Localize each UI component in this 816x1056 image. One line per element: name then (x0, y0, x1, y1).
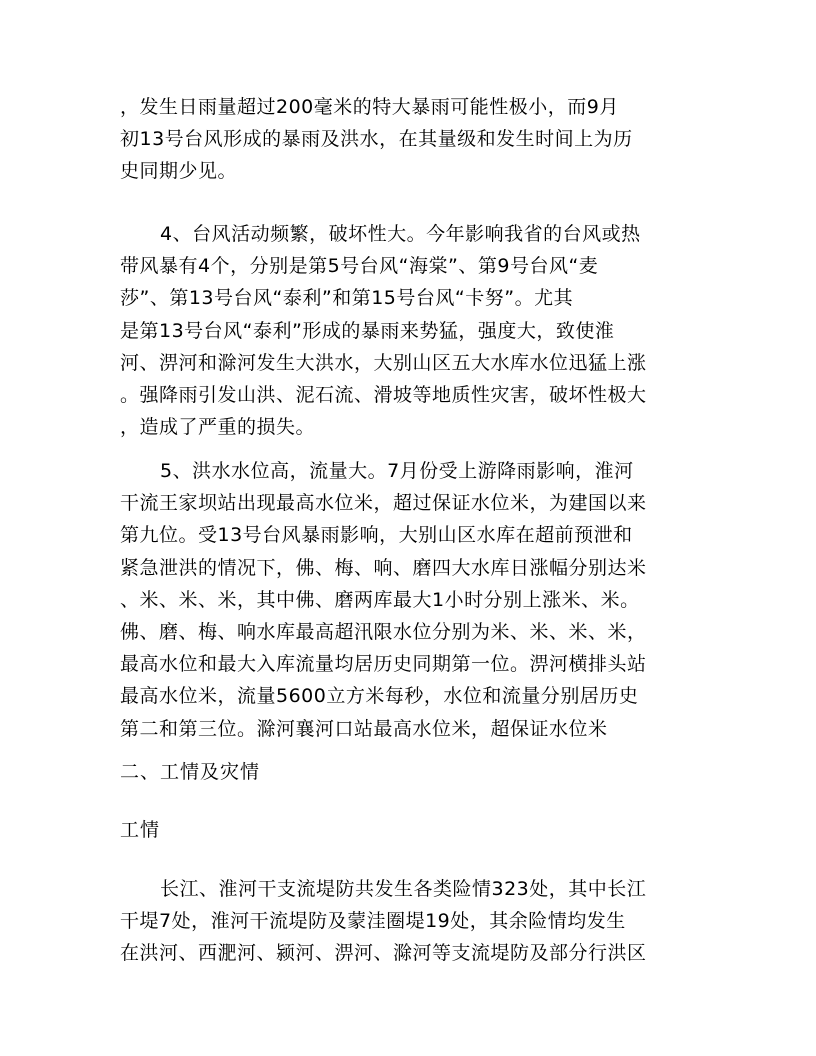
subsection-heading (120, 814, 700, 846)
text-line: 史同期少见。 (120, 160, 238, 183)
text-line: 干堤7处，淮河干流堤防及蒙洼圈堤19处，其余险情均发生 (120, 910, 626, 933)
text-line: 带风暴有4个，分别是第5号台风“海棠”、第9号台风“麦 (120, 255, 599, 278)
paragraph-typhoon-activity (120, 218, 700, 443)
heading-text: 二、工情及灾情 (120, 761, 261, 783)
heading-text: 工情 (120, 819, 161, 841)
paragraph-rainfall-summary (120, 91, 700, 188)
text-line: 4、台风活动频繁，破坏性大。今年影响我省的台风或热 (160, 223, 641, 245)
text-line: ，造成了严重的损失。 (120, 416, 316, 439)
text-line: 长江、淮河干支流堤防共发生各类险情323处，其中长江 (160, 878, 647, 900)
text-line: 佛、磨、梅、响水库最高超汛限水位分别为米、米、米、米， (120, 620, 647, 643)
text-line: 紧急泄洪的情况下，佛、梅、响、磨四大水库日涨幅分别达米 (120, 556, 647, 579)
text-line: 是第13号台风“泰利”形成的暴雨来势猛，强度大，致使淮 (120, 319, 615, 342)
text-line: 莎”、第13号台风“泰利”和第15号台风“卡努”。尤其 (120, 287, 574, 310)
text-line: 河、淠河和滁河发生大洪水，大别山区五大水库水位迅猛上涨 (120, 351, 647, 374)
text-line: 第二和第三位。滁河襄河口站最高水位米，超保证水位米 (120, 717, 608, 740)
text-line: 初13号台风形成的暴雨及洪水，在其量级和发生时间上为历 (120, 128, 633, 151)
text-line: ，发生日雨量超过200毫米的特大暴雨可能性极小，而9月 (120, 96, 619, 118)
paragraph-flood-levels (120, 455, 700, 745)
text-line: 最高水位米，流量5600立方米每秒，水位和流量分别居历史 (120, 685, 639, 708)
text-line: 5、洪水水位高，流量大。7月份受上游降雨影响，淮河 (160, 460, 634, 482)
text-line: 在洪河、西淝河、颍河、淠河、滁河等支流堤防及部分行洪区 (120, 942, 647, 965)
section-heading (120, 756, 700, 788)
text-line: 、米、米、米，其中佛、磨两库最大1小时分别上涨米、米。 (120, 588, 640, 611)
text-line: 。强降雨引发山洪、泥石流、滑坡等地质性灾害，破坏性极大 (120, 383, 647, 406)
text-line: 最高水位和最大入库流量均居历史同期第一位。淠河横排头站 (120, 653, 647, 676)
paragraph-dike-risks (120, 873, 700, 970)
text-line: 干流王家坝站出现最高水位米，超过保证水位米，为建国以来 (120, 492, 647, 515)
text-line: 第九位。受13号台风暴雨影响，大别山区水库在超前预泄和 (120, 524, 633, 547)
